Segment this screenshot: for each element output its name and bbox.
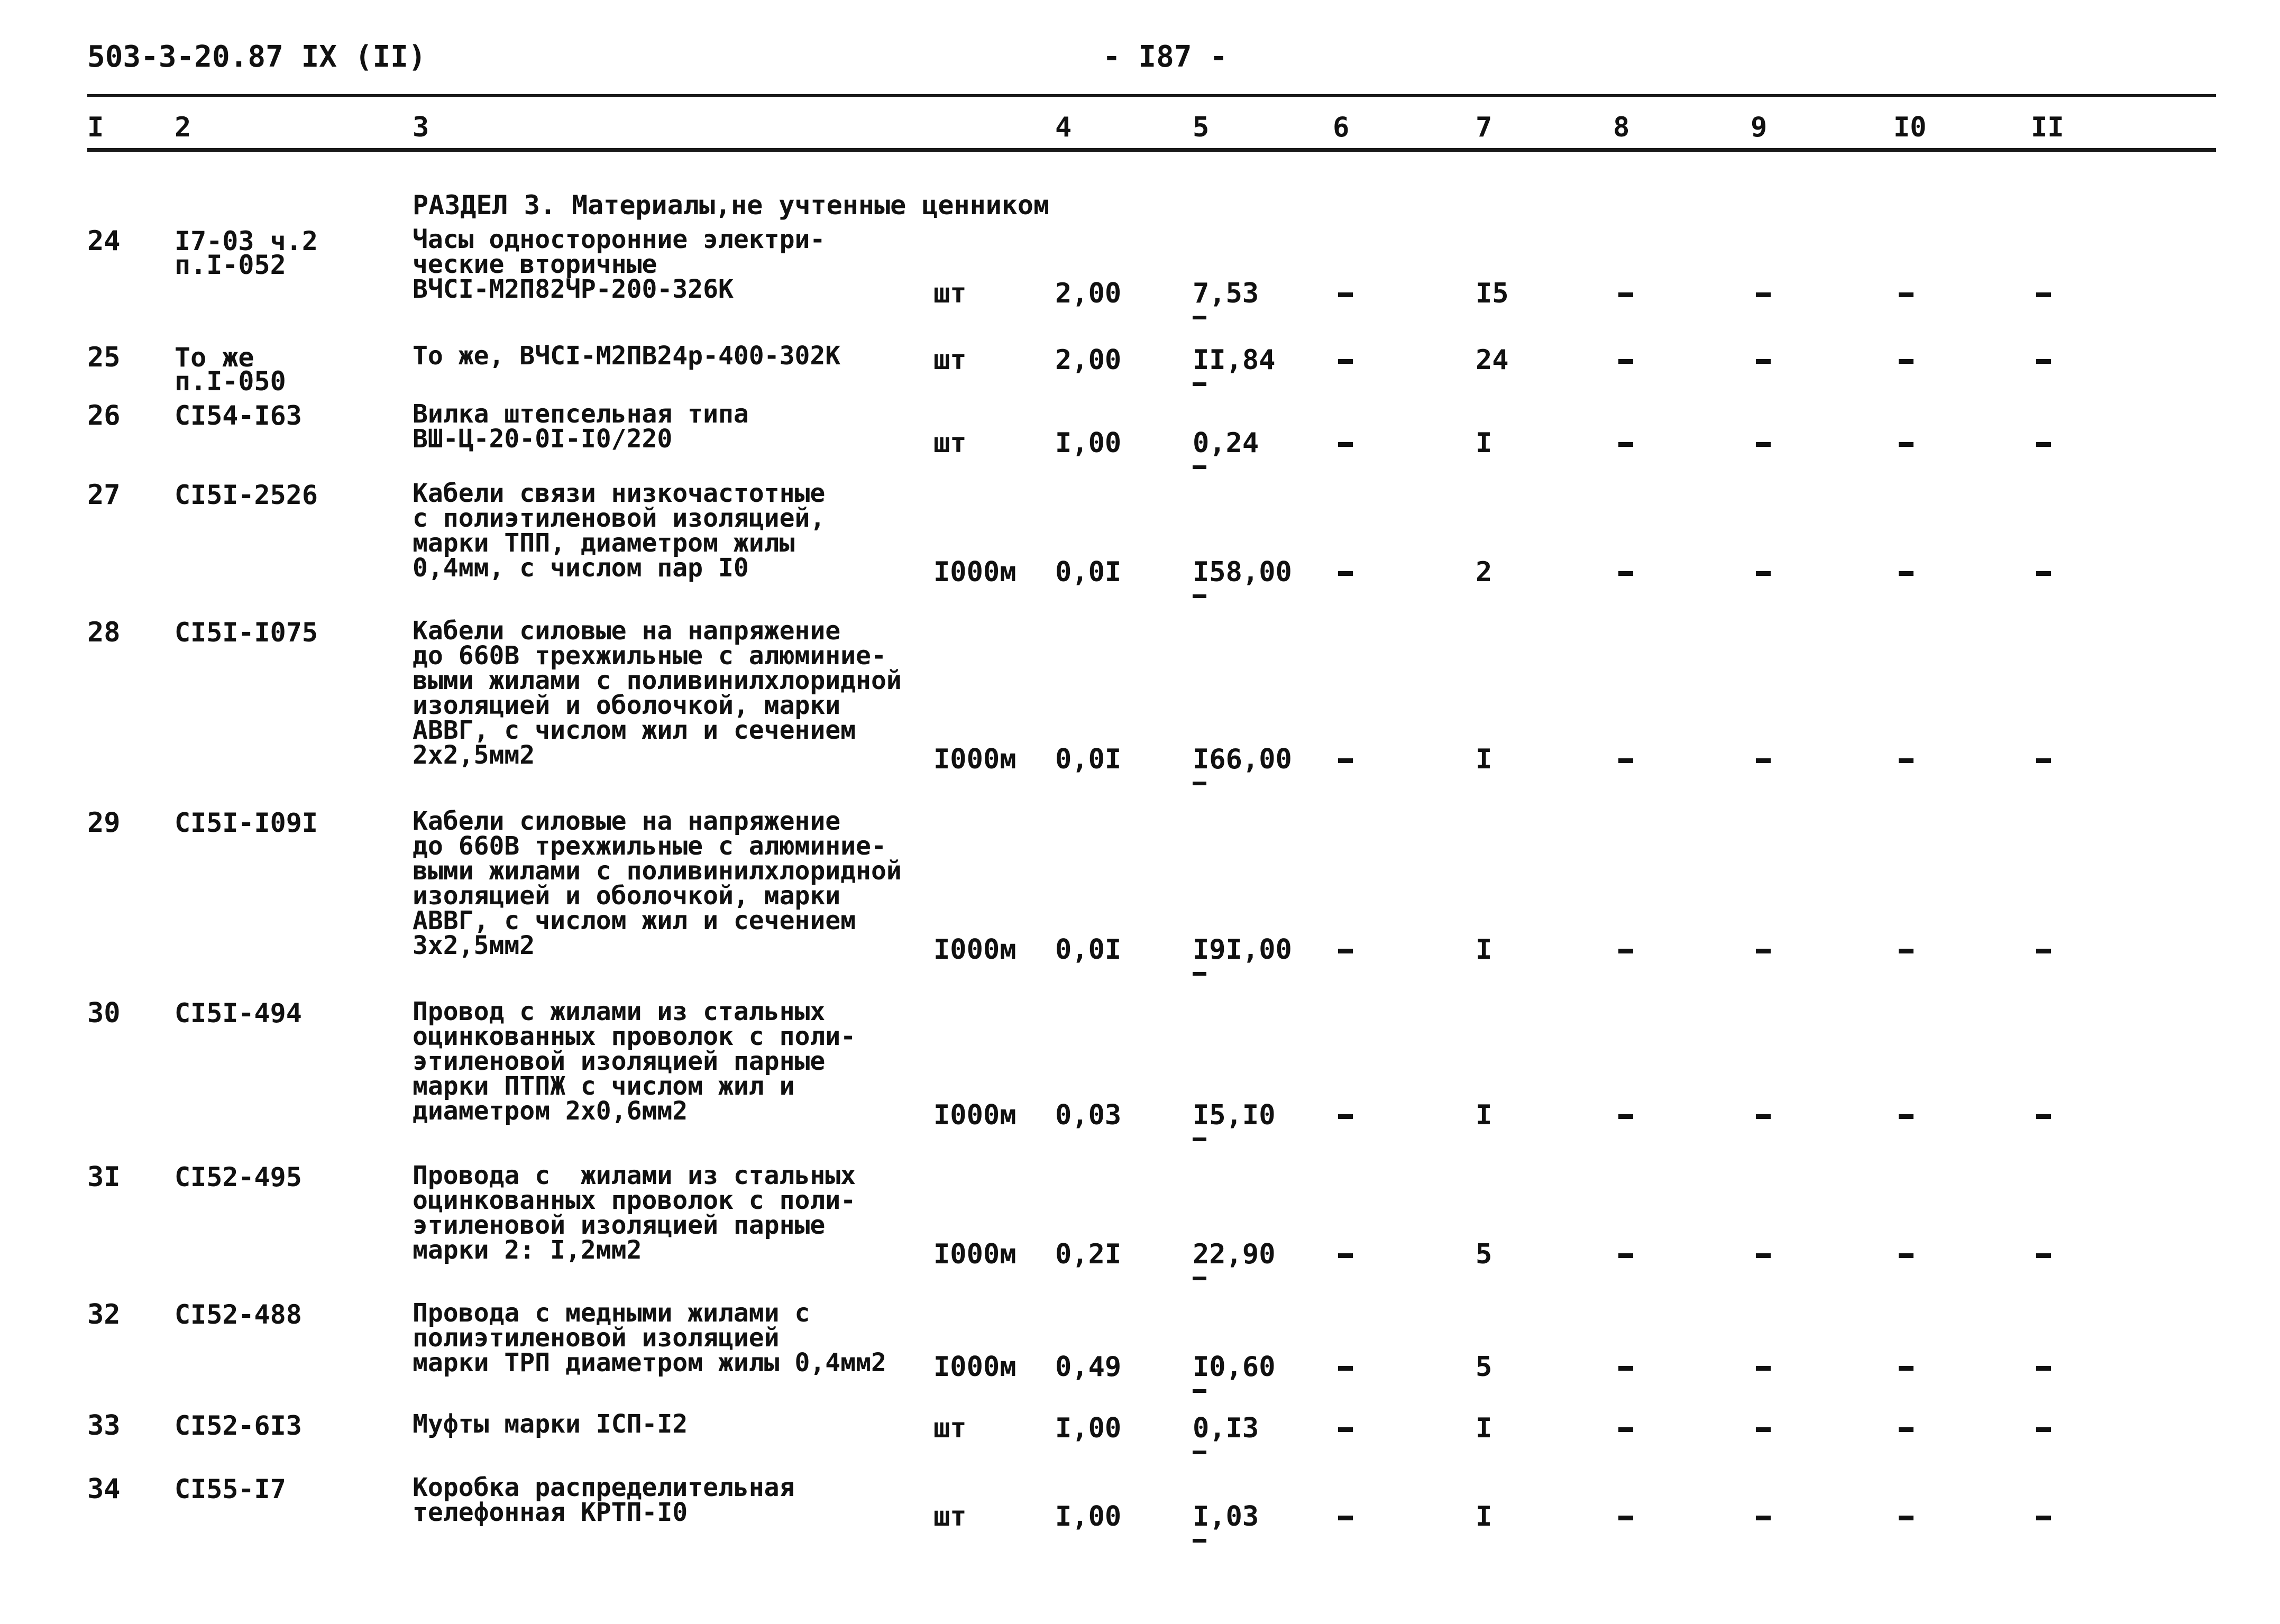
rate-code: п.I-050	[175, 366, 286, 397]
column-header: 5	[1193, 112, 1210, 143]
empty-dash-cell	[1338, 758, 1353, 763]
material-description: Кабели силовые на напряжение	[413, 806, 841, 836]
column-header: 3	[413, 112, 429, 143]
rate-code: I7-03 ч.2	[175, 226, 318, 256]
unit-price-cell: 0,24	[1193, 427, 1259, 459]
material-description: с полиэтиленовой изоляцией,	[413, 503, 826, 533]
row-number: 33	[87, 1410, 121, 1442]
empty-dash-cell	[1618, 359, 1633, 364]
quantity-cell: 0,2I	[1055, 1238, 1122, 1270]
empty-dash-cell	[1756, 1114, 1771, 1119]
material-description: телефонная КРТП-I0	[413, 1498, 688, 1527]
empty-dash-cell	[1618, 949, 1633, 953]
empty-dash-cell	[2036, 292, 2051, 297]
column-header: I	[87, 112, 104, 143]
price-underline-mark	[1193, 782, 1206, 785]
unit-price-cell: I9I,00	[1193, 934, 1292, 966]
col7-cell: I5	[1476, 278, 1509, 309]
price-underline-mark	[1193, 1137, 1206, 1141]
material-description: Коробка распределительная	[413, 1473, 795, 1502]
empty-dash-cell	[2036, 758, 2051, 763]
quantity-cell: I,00	[1055, 1412, 1122, 1444]
unit-cell: шт	[933, 427, 967, 459]
quantity-cell: 0,0I	[1055, 556, 1122, 588]
empty-dash-cell	[1899, 442, 1913, 447]
material-description: 2х2,5мм2	[413, 740, 535, 770]
column-header: 8	[1613, 112, 1630, 143]
empty-dash-cell	[1338, 949, 1353, 953]
document-code: 503-3-20.87 IX (II)	[87, 40, 426, 74]
material-description: выми жилами с поливинилхлоридной	[413, 856, 902, 886]
page-number: - I87 -	[1103, 40, 1228, 74]
empty-dash-cell	[1338, 292, 1353, 297]
empty-dash-cell	[1756, 359, 1771, 364]
empty-dash-cell	[1899, 1516, 1913, 1520]
header-rule	[87, 148, 2216, 152]
empty-dash-cell	[1338, 1427, 1353, 1432]
material-description: ческие вторичные	[413, 250, 657, 279]
rate-code: СI52-488	[175, 1299, 302, 1330]
price-underline-mark	[1193, 1277, 1206, 1280]
rate-code: СI5I-494	[175, 998, 302, 1029]
empty-dash-cell	[1756, 1253, 1771, 1258]
empty-dash-cell	[1618, 1366, 1633, 1371]
price-underline-mark	[1193, 465, 1206, 469]
empty-dash-cell	[1756, 1427, 1771, 1432]
empty-dash-cell	[1618, 1253, 1633, 1258]
price-underline-mark	[1193, 316, 1206, 319]
empty-dash-cell	[1899, 359, 1913, 364]
price-underline-mark	[1193, 972, 1206, 976]
empty-dash-cell	[1899, 1253, 1913, 1258]
empty-dash-cell	[1899, 1114, 1913, 1119]
column-header: 6	[1333, 112, 1350, 143]
unit-price-cell: I66,00	[1193, 744, 1292, 775]
unit-cell: I000м	[933, 744, 1017, 775]
quantity-cell: 0,0I	[1055, 744, 1122, 775]
empty-dash-cell	[1899, 1366, 1913, 1371]
unit-cell: I000м	[933, 556, 1017, 588]
quantity-cell: I,00	[1055, 427, 1122, 459]
unit-price-cell: I5,I0	[1193, 1099, 1276, 1131]
material-description: Вилка штепсельная типа	[413, 399, 749, 429]
section-title: РАЗДЕЛ 3. Материалы,не учтенные ценником	[413, 190, 1050, 221]
material-description: до 660В трехжильные с алюминие-	[413, 831, 886, 861]
unit-cell: шт	[933, 278, 967, 309]
col7-cell: I	[1476, 1099, 1492, 1131]
unit-price-cell: II,84	[1193, 344, 1276, 376]
empty-dash-cell	[1756, 571, 1771, 576]
row-number: 30	[87, 997, 121, 1029]
price-underline-mark	[1193, 1451, 1206, 1454]
col7-cell: I	[1476, 934, 1492, 966]
empty-dash-cell	[2036, 1114, 2051, 1119]
material-description: изоляцией и оболочкой, марки	[413, 691, 841, 720]
column-header: 7	[1476, 112, 1492, 143]
unit-cell: I000м	[933, 934, 1017, 966]
rate-code: СI55-I7	[175, 1474, 286, 1504]
material-description: марки 2: I,2мм2	[413, 1235, 642, 1265]
rate-code: СI5I-I075	[175, 617, 318, 648]
empty-dash-cell	[1756, 1366, 1771, 1371]
unit-cell: шт	[933, 344, 967, 376]
empty-dash-cell	[2036, 1253, 2051, 1258]
empty-dash-cell	[1338, 1253, 1353, 1258]
col7-cell: I	[1476, 1501, 1492, 1533]
empty-dash-cell	[2036, 949, 2051, 953]
material-description: изоляцией и оболочкой, марки	[413, 881, 841, 911]
row-number: 34	[87, 1473, 121, 1505]
material-description: марки ПТПЖ с числом жил и	[413, 1071, 795, 1101]
material-description: АВВГ, с числом жил и сечением	[413, 715, 856, 745]
top-rule	[87, 94, 2216, 97]
empty-dash-cell	[1756, 1516, 1771, 1520]
material-description: Провод с жилами из стальных	[413, 997, 826, 1026]
material-description: марки ТРП диаметром жилы 0,4мм2	[413, 1348, 886, 1378]
rate-code: п.I-052	[175, 250, 286, 280]
empty-dash-cell	[1338, 571, 1353, 576]
empty-dash-cell	[1338, 359, 1353, 364]
quantity-cell: 2,00	[1055, 344, 1122, 376]
unit-cell: шт	[933, 1501, 967, 1533]
material-description: АВВГ, с числом жил и сечением	[413, 906, 856, 935]
column-header: II	[2031, 112, 2064, 143]
empty-dash-cell	[1756, 758, 1771, 763]
material-description: марки ТПП, диаметром жилы	[413, 528, 795, 558]
empty-dash-cell	[1338, 442, 1353, 447]
material-description: оцинкованных проволок с поли-	[413, 1022, 856, 1051]
material-description: 0,4мм, с числом пар I0	[413, 553, 749, 583]
row-number: 25	[87, 342, 121, 373]
price-underline-mark	[1193, 594, 1206, 598]
rate-code: СI52-6I3	[175, 1410, 302, 1441]
unit-price-cell: I,03	[1193, 1501, 1259, 1533]
unit-price-cell: 7,53	[1193, 278, 1259, 309]
column-header: 4	[1055, 112, 1072, 143]
row-number: 26	[87, 400, 121, 432]
col7-cell: 5	[1476, 1351, 1492, 1383]
empty-dash-cell	[1618, 1427, 1633, 1432]
material-description: Провода с медными жилами с	[413, 1298, 810, 1328]
col7-cell: I	[1476, 427, 1492, 459]
material-description: оцинкованных проволок с поли-	[413, 1186, 856, 1215]
row-number: 3I	[87, 1161, 121, 1193]
empty-dash-cell	[2036, 1516, 2051, 1520]
material-description: Муфты марки IСП-I2	[413, 1409, 688, 1439]
material-description: ВШ-Ц-20-0I-I0/220	[413, 424, 673, 454]
row-number: 24	[87, 225, 121, 257]
unit-cell: I000м	[933, 1238, 1017, 1270]
empty-dash-cell	[1618, 758, 1633, 763]
empty-dash-cell	[1899, 758, 1913, 763]
col7-cell: I	[1476, 1412, 1492, 1444]
empty-dash-cell	[2036, 359, 2051, 364]
empty-dash-cell	[2036, 442, 2051, 447]
row-number: 27	[87, 479, 121, 511]
empty-dash-cell	[1618, 1516, 1633, 1520]
empty-dash-cell	[1618, 1114, 1633, 1119]
quantity-cell: 0,03	[1055, 1099, 1122, 1131]
row-number: 28	[87, 617, 121, 648]
col7-cell: 2	[1476, 556, 1492, 588]
material-description: полиэтиленовой изоляцией	[413, 1323, 780, 1353]
material-description: Кабели силовые на напряжение	[413, 616, 841, 646]
unit-price-cell: 22,90	[1193, 1238, 1276, 1270]
empty-dash-cell	[2036, 1427, 2051, 1432]
empty-dash-cell	[1338, 1366, 1353, 1371]
row-number: 29	[87, 807, 121, 839]
empty-dash-cell	[1899, 292, 1913, 297]
rate-code: СI5I-I09I	[175, 808, 318, 838]
price-underline-mark	[1193, 382, 1206, 386]
price-underline-mark	[1193, 1539, 1206, 1543]
empty-dash-cell	[1899, 949, 1913, 953]
empty-dash-cell	[1618, 292, 1633, 297]
unit-price-cell: 0,I3	[1193, 1412, 1259, 1444]
empty-dash-cell	[1756, 949, 1771, 953]
material-description: Часы односторонние электри-	[413, 225, 826, 254]
material-description: Провода с жилами из стальных	[413, 1161, 856, 1190]
col7-cell: 24	[1476, 344, 1509, 376]
material-description: этиленовой изоляцией парные	[413, 1047, 826, 1076]
empty-dash-cell	[1899, 1427, 1913, 1432]
rate-code: СI54-I63	[175, 400, 302, 431]
empty-dash-cell	[1338, 1114, 1353, 1119]
material-description: этиленовой изоляцией парные	[413, 1210, 826, 1240]
unit-price-cell: I58,00	[1193, 556, 1292, 588]
unit-cell: I000м	[933, 1351, 1017, 1383]
column-header: I0	[1893, 112, 1927, 143]
rate-code: То же	[175, 342, 254, 373]
rate-code: СI5I-2526	[175, 480, 318, 510]
unit-price-cell: I0,60	[1193, 1351, 1276, 1383]
quantity-cell: 2,00	[1055, 278, 1122, 309]
empty-dash-cell	[1618, 442, 1633, 447]
col7-cell: 5	[1476, 1238, 1492, 1270]
empty-dash-cell	[1338, 1516, 1353, 1520]
material-description: То же, ВЧСI-М2ПВ24р-400-302К	[413, 341, 841, 371]
quantity-cell: 0,49	[1055, 1351, 1122, 1383]
empty-dash-cell	[2036, 571, 2051, 576]
quantity-cell: I,00	[1055, 1501, 1122, 1533]
column-header: 9	[1751, 112, 1768, 143]
empty-dash-cell	[2036, 1366, 2051, 1371]
material-description: 3х2,5мм2	[413, 931, 535, 960]
material-description: Кабели связи низкочастотные	[413, 479, 826, 508]
unit-cell: I000м	[933, 1099, 1017, 1131]
empty-dash-cell	[1756, 442, 1771, 447]
row-number: 32	[87, 1299, 121, 1331]
material-description: ВЧСI-М2П82ЧР-200-326К	[413, 274, 734, 304]
empty-dash-cell	[1618, 571, 1633, 576]
col7-cell: I	[1476, 744, 1492, 775]
material-description: выми жилами с поливинилхлоридной	[413, 666, 902, 695]
price-underline-mark	[1193, 1389, 1206, 1393]
rate-code: СI52-495	[175, 1162, 302, 1192]
column-header: 2	[175, 112, 191, 143]
unit-cell: шт	[933, 1412, 967, 1444]
material-description: до 660В трехжильные с алюминие-	[413, 641, 886, 671]
empty-dash-cell	[1756, 292, 1771, 297]
quantity-cell: 0,0I	[1055, 934, 1122, 966]
material-description: диаметром 2х0,6мм2	[413, 1096, 688, 1126]
empty-dash-cell	[1899, 571, 1913, 576]
